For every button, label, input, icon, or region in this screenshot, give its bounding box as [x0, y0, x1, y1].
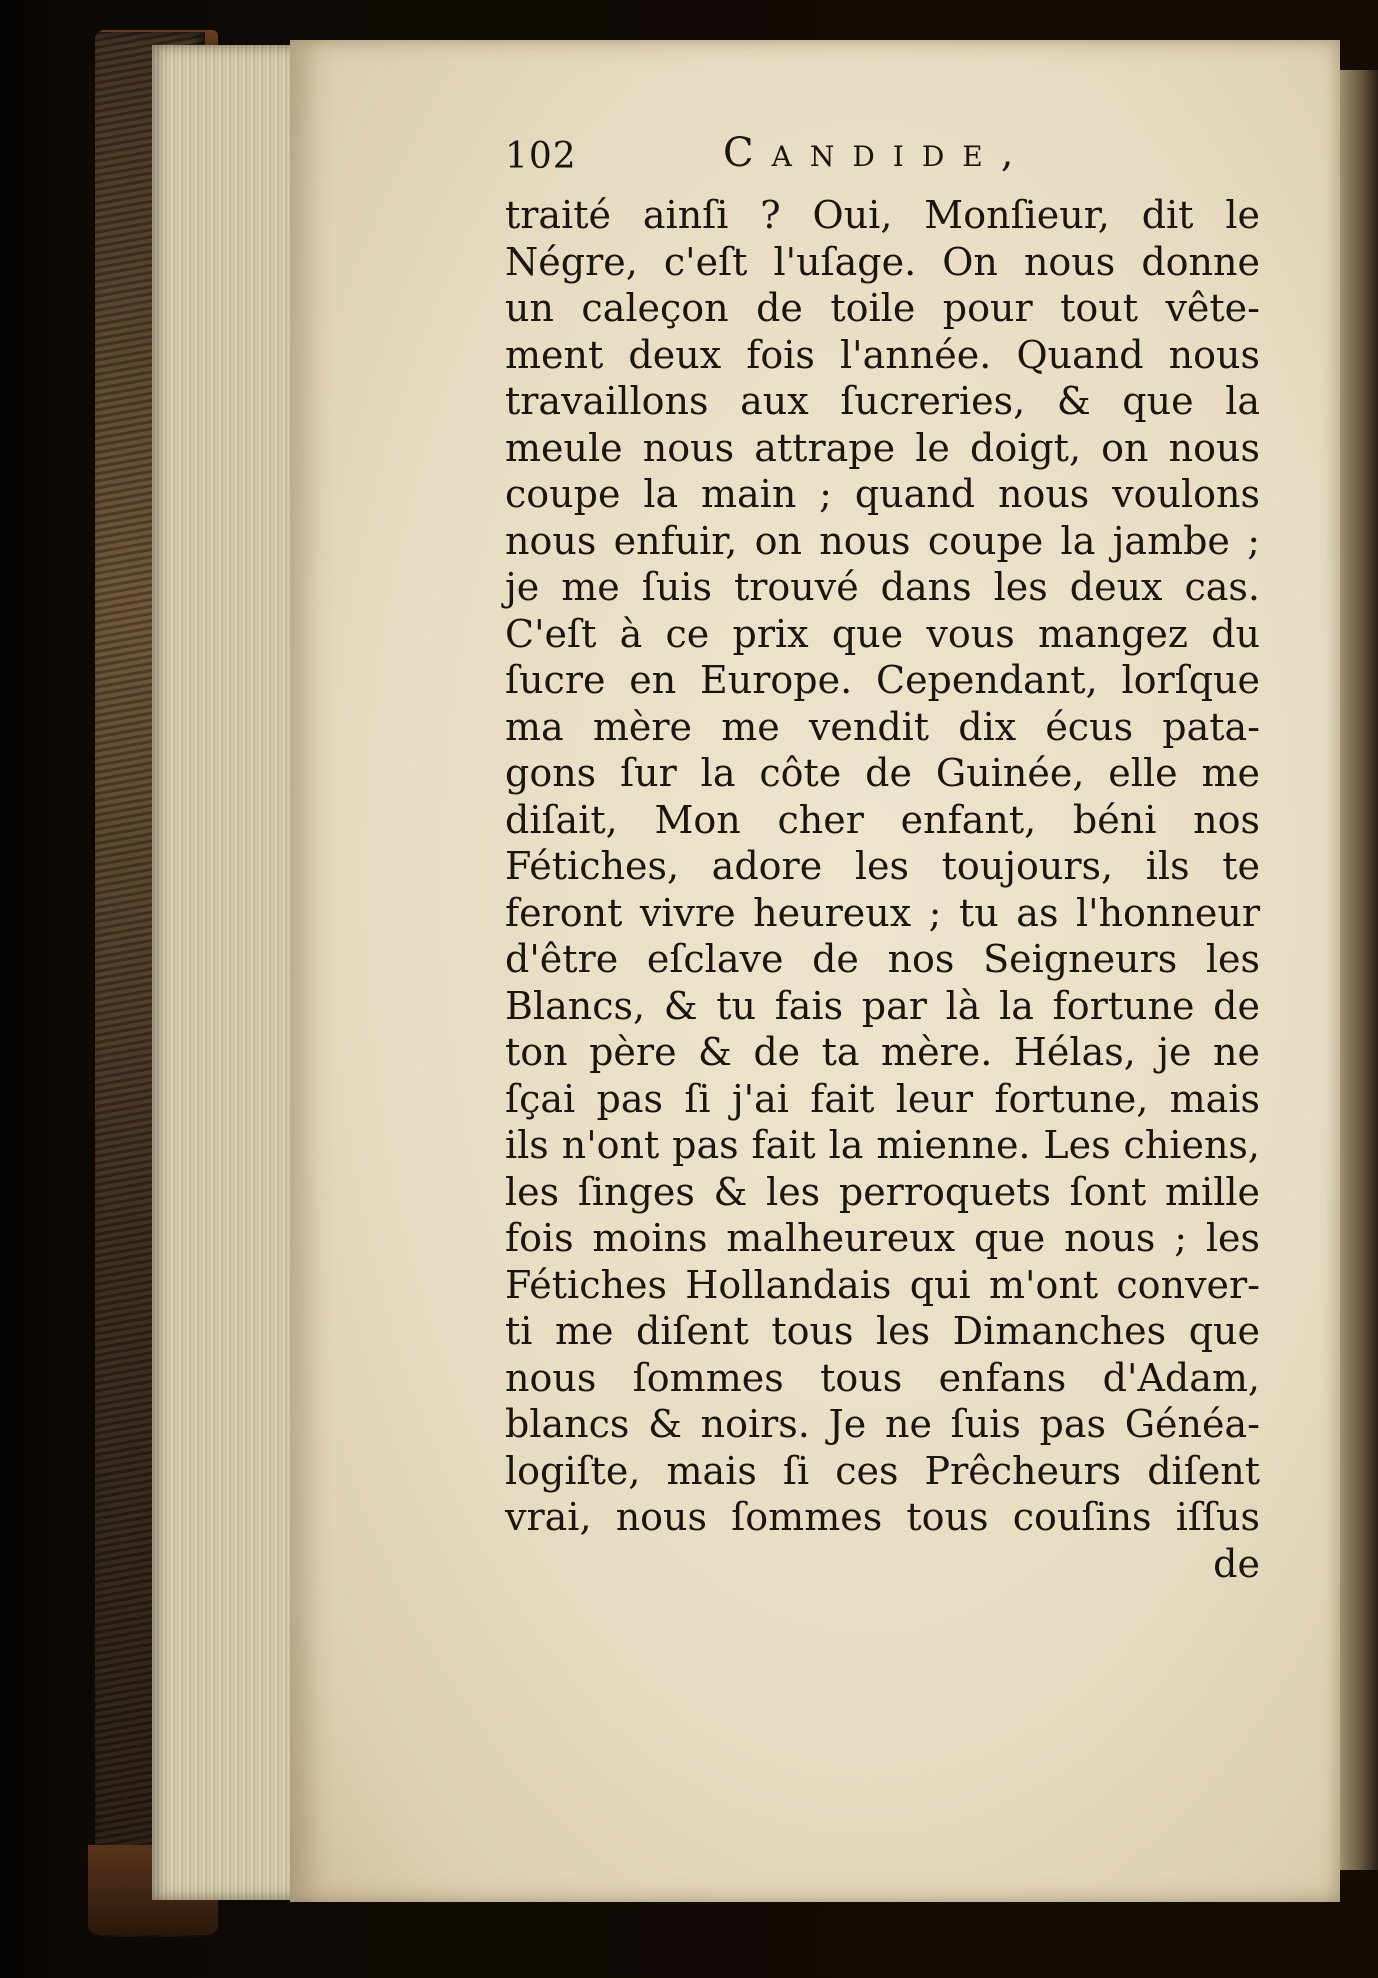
- text-line: feront vivre heureux ; tu as l'honneur: [505, 890, 1260, 935]
- text-line: C'eſt à ce prix que vous mangez du: [505, 611, 1260, 656]
- text-line: ma mère me vendit dix écus pata-: [505, 704, 1260, 749]
- text-line: ſucre en Europe. Cependant, lorſque: [505, 658, 1260, 702]
- catchword: de: [1213, 1541, 1260, 1586]
- text-line: travaillons aux ſucreries, & que la: [505, 379, 1260, 423]
- text-line: Négre, c'eſt l'uſage. On nous donne: [505, 239, 1260, 284]
- running-head: [505, 130, 1260, 192]
- text-line: ment deux fois l'année. Quand nous: [505, 332, 1260, 377]
- text-line: ti me diſent tous les Dimanches que: [505, 1309, 1260, 1353]
- page-text: [505, 130, 1260, 1587]
- text-line: diſait, Mon cher enfant, béni nos: [505, 797, 1260, 842]
- text-line: d'être eſclave de nos Seigneurs les: [505, 937, 1260, 981]
- body-text: [505, 192, 1260, 1587]
- page-number: 102: [505, 136, 577, 177]
- text-line: gons ſur la côte de Guinée, elle me: [505, 751, 1260, 795]
- text-line: ſçai pas ſi j'ai fait leur fortune, mais: [505, 1076, 1260, 1121]
- text-line: Blancs, & tu fais par là la fortune de: [505, 983, 1260, 1028]
- text-line: un caleçon de toile pour tout vête-: [505, 286, 1260, 330]
- text-line: coupe la main ; quand nous voulons: [505, 472, 1260, 516]
- text-line: Fétiches Hollandais qui m'ont conver-: [505, 1262, 1260, 1307]
- text-line: traité ainſi ? Oui, Monſieur, dit le: [505, 193, 1260, 237]
- text-line: fois moins malheureux que nous ; les: [505, 1216, 1260, 1260]
- text-line: Fétiches, adore les toujours, ils te: [505, 844, 1260, 888]
- text-line: ton père & de ta mère. Hélas, je ne: [505, 1030, 1260, 1074]
- text-line: meule nous attrape le doigt, on nous: [505, 425, 1260, 470]
- text-line: logiſte, mais ſi ces Prêcheurs diſent: [505, 1448, 1260, 1493]
- text-line: vrai, nous ſommes tous couſins iſſus: [505, 1495, 1260, 1539]
- text-line: nous ſommes tous enfans d'Adam,: [505, 1355, 1260, 1400]
- text-line: blancs & noirs. Je ne ſuis pas Généa-: [505, 1402, 1260, 1446]
- text-line: nous enfuir, on nous coupe la jambe ;: [505, 518, 1260, 563]
- running-title: Candide,: [723, 130, 1032, 176]
- text-line: je me ſuis trouvé dans les deux cas.: [505, 565, 1260, 609]
- text-line: ils n'ont pas fait la mienne. Les chiens,: [505, 1123, 1260, 1167]
- text-line: les ſinges & les perroquets ſont mille: [505, 1169, 1260, 1214]
